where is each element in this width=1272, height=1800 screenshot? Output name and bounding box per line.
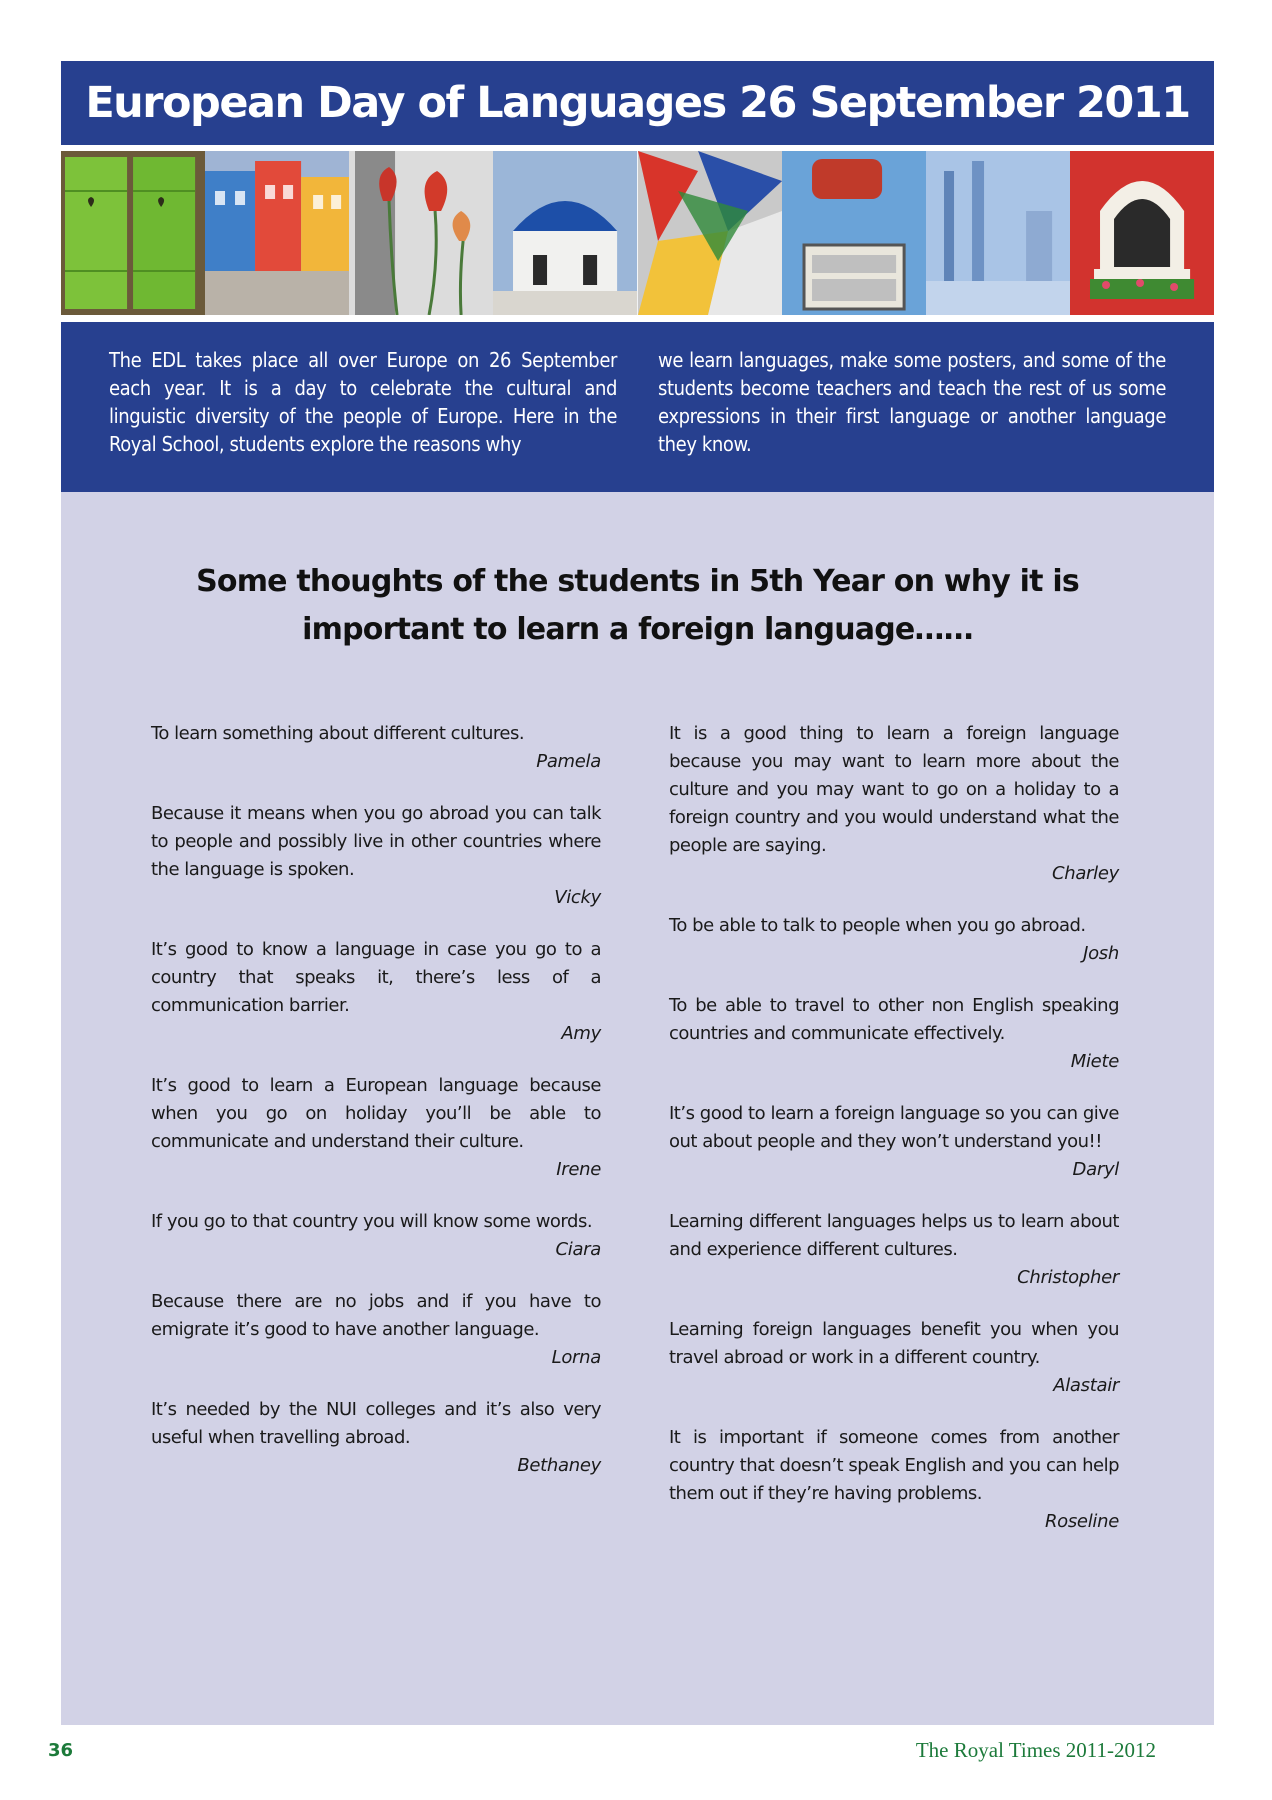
student-thoughts-panel [61,492,1214,1725]
quote-item [151,800,601,912]
balcony-window-image [1070,151,1214,315]
quote-author: Alastair [1053,1375,1119,1396]
heading-line-1: Some thoughts of the students in 5th Year on why it is [196,564,1079,599]
quote-text: Learning foreign languages benefit you when you travel abroad or work in a different country. [669,1319,1119,1368]
scooter-number-plate-image [782,151,926,315]
quote-author: Christopher [1017,1267,1119,1288]
quote-text: To learn something about different cultures. [151,723,525,744]
quote-text: It’s good to know a language in case you go to a country that speaks it, there’s less of a communication barrier. [151,939,601,1016]
quote-text: If you go to that country you will know some words. [151,1211,593,1232]
quote-text: To be able to talk to people when you go abroad. [669,915,1086,936]
quote-text: It is important if someone comes from another country that doesn’t speak English and you can help them out if they’re having problems. [669,1427,1119,1504]
quote-item [669,1208,1119,1292]
quote-text: It’s good to learn a European language because when you go on holiday you’ll be able to communicate and understand their culture. [151,1075,601,1152]
quote-item [151,1396,601,1480]
flags-image [638,151,782,315]
title-banner [61,61,1214,145]
green-shutters-image [61,151,205,315]
quote-text: It is a good thing to learn a foreign language because you may want to learn more about the culture and you may want to go on a holiday to a foreign country and you would understand what the people are saying. [669,723,1119,856]
quote-author: Pamela [536,751,601,772]
heading-line-2: important to learn a foreign language…… [302,612,973,647]
quote-author: Vicky [554,887,601,908]
quotes-column-right [669,720,1119,1560]
intro-text-right: we learn languages, make some posters, and some of the students become teachers and teach the rest of us some expressions in their first language or another language they know. [658,348,1166,456]
quote-author: Roseline [1044,1511,1119,1532]
quote-author: Daryl [1072,1159,1119,1180]
quote-item [151,720,601,776]
quote-text: Learning different languages helps us to learn about and experience different cultures. [669,1211,1119,1260]
tulips-image [349,151,493,315]
intro-panel [61,322,1214,492]
quote-item [669,1424,1119,1536]
quote-author: Amy [561,1023,601,1044]
quote-author: Josh [1083,943,1119,964]
quotes-column-left [151,720,601,1504]
quote-author: Lorna [551,1347,601,1368]
quote-author: Irene [556,1159,601,1180]
quote-text: To be able to travel to other non English speaking countries and communicate effectively. [669,995,1119,1044]
quote-item [669,720,1119,888]
whitewashed-chapel-image [493,151,637,315]
quote-author: Ciara [555,1239,601,1260]
quote-text: Because it means when you go abroad you can talk to people and possibly live in other countries where the language is spoken. [151,803,601,880]
colourful-houses-image [205,151,349,315]
publication-name: The Royal Times 2011-2012 [915,1738,1156,1762]
quote-text: It’s needed by the NUI colleges and it’s also very useful when travelling abroad. [151,1399,601,1448]
quote-item [151,1208,601,1264]
quote-author: Bethaney [517,1455,601,1476]
quote-item [669,1100,1119,1184]
quote-item [669,1316,1119,1400]
quote-item [151,1072,601,1184]
section-heading [61,558,1214,654]
quote-item [669,912,1119,968]
quote-item [151,936,601,1048]
page-title: European Day of Languages 26 September 2011 [85,78,1190,128]
quote-author: Miete [1070,1051,1119,1072]
intro-text-left: The EDL takes place all over Europe on 26 September each year. It is a day to celebrate the cultural and linguistic diversity of the people of Europe. Here in the Royal School, students explore the reasons why [109,348,617,456]
quote-item [669,992,1119,1076]
quote-item [151,1288,601,1372]
page-number: 36 [48,1740,74,1761]
photo-strip [61,151,1214,315]
quote-author: Charley [1051,863,1119,884]
quote-text: It’s good to learn a foreign language so you can give out about people and they won’t understand you!! [669,1103,1119,1152]
quote-text: Because there are no jobs and if you have to emigrate it’s good to have another language. [151,1291,601,1340]
misty-towers-image [926,151,1070,315]
